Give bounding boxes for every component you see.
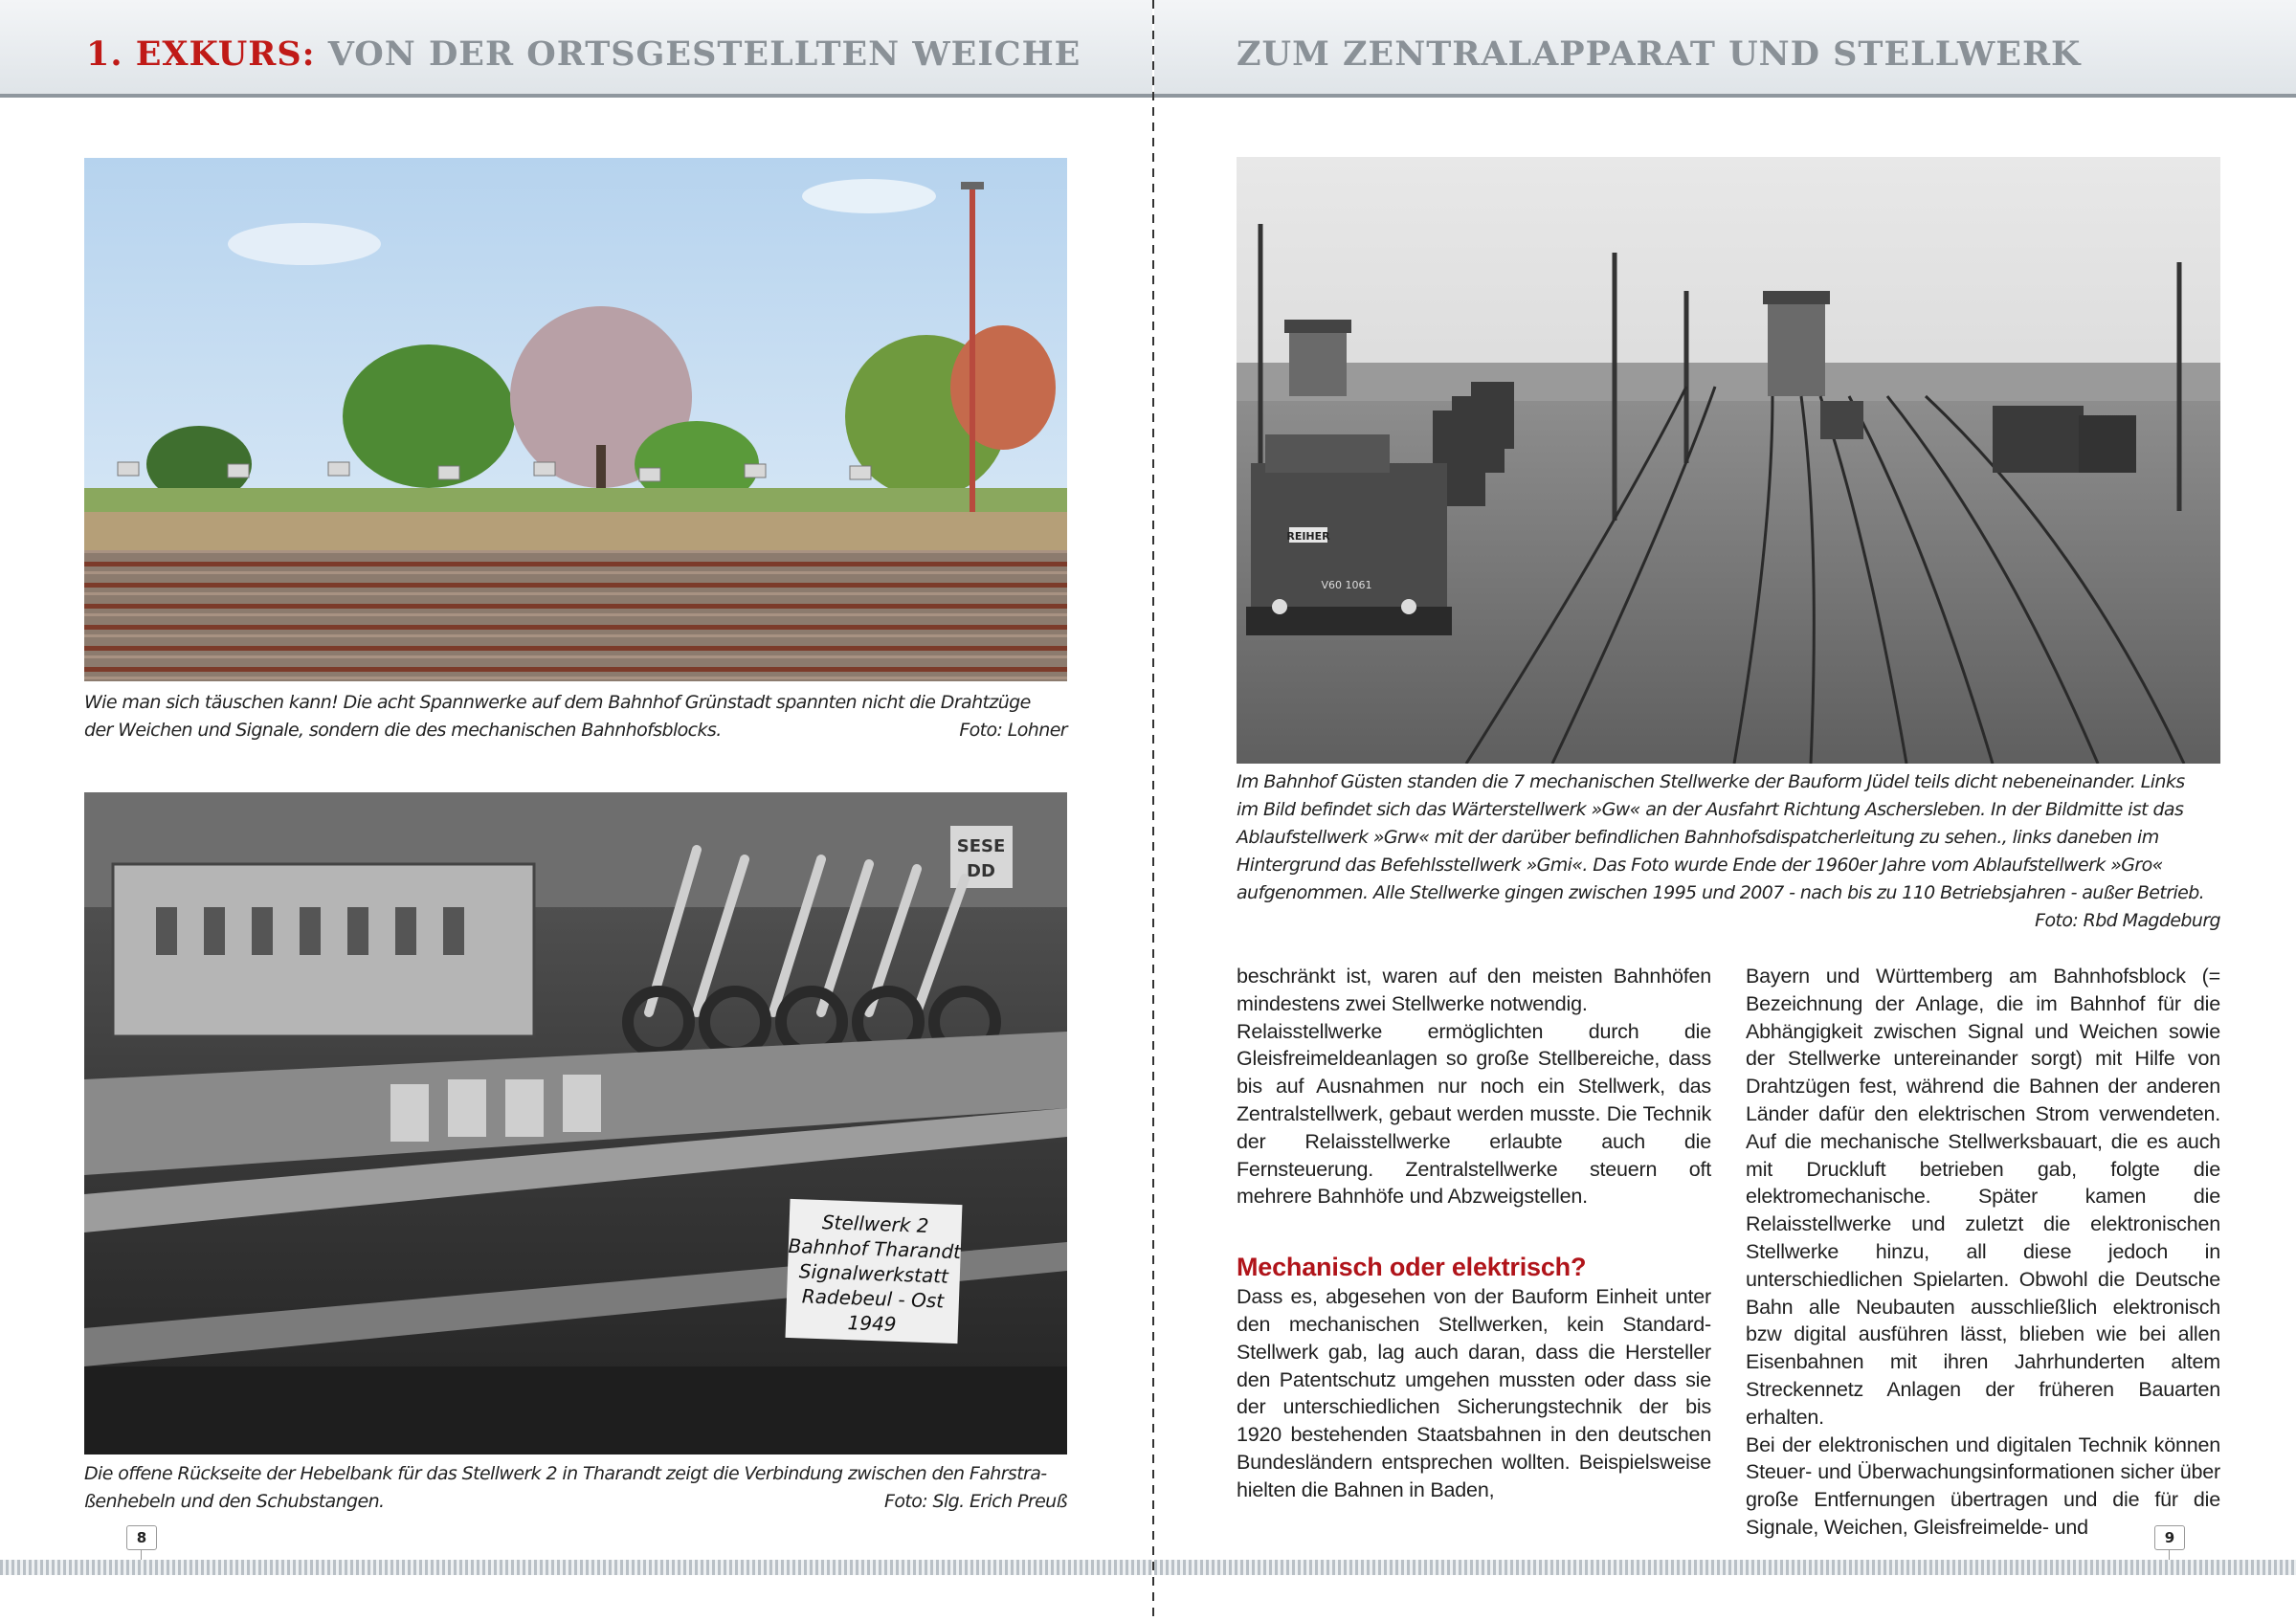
page-number-right: 9 [2154,1525,2185,1550]
loco-nameplate: REIHER [1286,530,1330,543]
photo2-caption-line1: Die offene Rückseite der Hebelbank für das Stellwerk 2 in Tharandt zeigt die Verbindung zwischen den Fahrstra- [84,1463,1047,1484]
photo3-caption-line1: Im Bahnhof Güsten standen die 7 mechanischen Stellwerke der Bauform Jüdel teils dicht nebeneinander. Links [1237,771,2185,792]
svg-text:SESE: SESE [956,836,1006,856]
header-rule [1154,94,2296,98]
photo-bahnhof-guesten [1237,157,2220,764]
sign-line-4: Radebeul - Ost [801,1284,945,1313]
footer-strip-right [1154,1560,2296,1575]
svg-text:DD: DD [967,861,995,881]
photo2-caption [84,1460,1067,1516]
photo-spannwerke-gruenstadt [84,158,1067,681]
right-page [1154,0,2296,1621]
col2-paragraph-2: Bei der elektronischen und digitalen Technik können Steuer- und Überwachungsinformationen sicher über große Entfernungen übertragen und die für die Signale, Weichen, Gleisfreimelde- und [1746,1432,2220,1539]
photo2-caption-line2: ßenhebeln und den Schubstangen. [84,1491,385,1512]
loco-number: V60 1061 [1321,579,1372,591]
page-number-left: 8 [126,1525,157,1550]
col2-paragraph-1: Bayern und Württemberg am Bahnhofsblock (= Bezeichnung der Anlage, die im Bahnhof für die Abhängigkeit zwischen Signal und Weichen sowie der Stellwerke untereinander sorgt) mit Hilfe von Drahtzügen fest, während die Bahnen der anderen Länder dafür den elektrischen Strom verwendeten. Auf die mechanische Stellwerksbauart, die es auch mit Druckluft betrieben gab, folgte die elektromechanische. Später kamen die Relaisstellwerke und zuletzt die elektronischen Stellwerke hinzu, all diese jedoch in unterschiedlichen Spielarten. Obwohl die Deutsche Bahn alle Neubauten ausschließlich elektronisch bzw digital ausführen lässt, blieben wie bei allen Eisenbahnen mit ihren Jahrhunderten altem Streckennetz Anlagen der früheren Bauarten erhalten. [1746,965,2220,1429]
sign-line-3: Signalwerkstatt [798,1259,949,1288]
photo3-caption [1237,768,2220,935]
photo1-caption [84,689,1067,744]
col1-paragraph-3: Dass es, abgesehen von der Bauform Einheit unter den mechanischen Stellwerken, kein Standard-Stellwerk gab, lag auch daran, dass die Hersteller den Patentschutz umgehen mussten oder dass sie der unterschiedlichen Sicherungstechnik der bis 1920 bestehenden Staatsbahnen in den deutschen Bundesländern entsprechen wollten. Beispielsweise hielten die Bahnen in Baden, [1237,1285,1711,1501]
chapter-title-left [86,34,1081,74]
photo1-credit: Foto: Lohner [959,720,1067,741]
photo1-caption-line2: der Weichen und Signale, sondern die des mechanischen Bahnhofsblocks. [84,720,722,741]
photo3-caption-line5: aufgenommen. Alle Stellwerke gingen zwischen 1995 und 2007 - nach bis zu 110 Betriebsjahren - außer Betrieb. [1237,882,2205,903]
section-subheading: Mechanisch oder elektrisch? [1237,1253,1587,1282]
photo2-credit: Foto: Slg. Erich Preuß [884,1491,1067,1512]
text-column-1 [1237,963,1711,1504]
sign-line-1: Stellwerk 2 [821,1210,929,1237]
photo1-caption-line1: Wie man sich täuschen kann! Die acht Spannwerke auf dem Bahnhof Grünstadt spannten nicht die Drahtzüge [84,692,1031,713]
photo3-caption-line2: im Bild befindet sich das Wärterstellwerk »Gw« an der Ausfahrt Richtung Aschersleben. In der Bildmitte ist das [1237,799,2184,820]
photo3-caption-line4: Hintergrund das Befehlsstellwerk »Gmi«. Das Foto wurde Ende der 1960er Jahre vom Ablaufstellwerk »Gro« [1237,855,2163,876]
chapter-prefix: 1. EXKURS: [86,34,316,74]
photo-hebelbank-tharandt [84,792,1067,1454]
col1-paragraph-1: beschränkt ist, waren auf den meisten Bahnhöfen mindestens zwei Stellwerke notwendig. [1237,965,1711,1015]
chapter-title-right: ZUM ZENTRALAPPARAT UND STELLWERK [1237,34,2082,74]
chapter-title-text: VON DER ORTSGESTELLTEN WEICHE [327,34,1081,74]
col1-paragraph-2: Relaisstellwerke ermöglichten durch die Gleisfreimeldeanlagen so große Stellbereiche, dass bis auf Ausnahmen nur noch ein Stellwerk, das Zentralstellwerk, gebaut werden musste. Die Technik der Relaisstellwerke erlaubte auch die Fernsteuerung. Zentralstellwerke steuern oft mehrere Bahnhöfe und Abzweigstellen. [1237,1019,1711,1209]
sign-line-5: 1949 [847,1311,897,1336]
photo3-caption-line3: Ablaufstellwerk »Grw« mit der darüber befindlichen Bahnhofsdispatcherleitung zu sehen., links daneben im [1237,827,2159,848]
photo3-credit: Foto: Rbd Magdeburg [2035,910,2220,931]
sign-line-2: Bahnhof Tharandt [788,1233,962,1264]
text-column-2 [1746,963,2220,1542]
header-rule [0,94,1152,98]
footer-strip-left [0,1560,1152,1575]
